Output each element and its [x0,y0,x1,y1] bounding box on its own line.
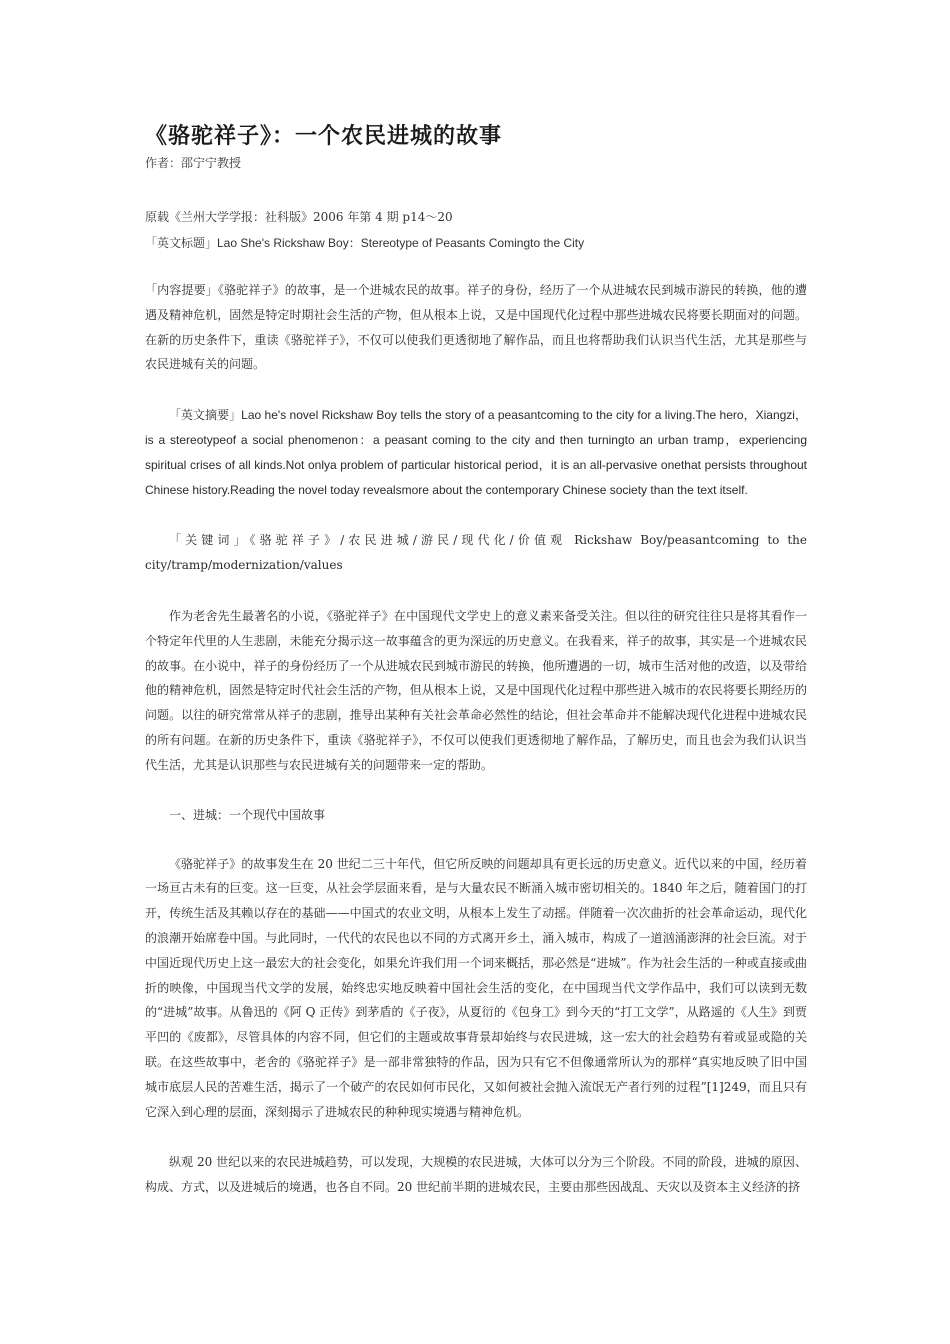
page-title: 《骆驼祥子》：一个农民进城的故事 [145,124,503,149]
paragraph-section1-b: 纵观 20 世纪以来的农民进城趋势，可以发现，大规模的农民进城，大体可以分为三个阶段。不同的阶段，进城的原因、构成、方式，以及进城后的境遇，也各自不同。20 世纪前半期的进城农民，主要由那些因战乱、天灾以及资本主义经济的挤 [145,1155,807,1195]
abstract-chinese: 「内容提要」《骆驼祥子》的故事，是一个进城农民的故事。祥子的身份，经历了一个从进城农民到城市游民的转换，他的遭遇及精神危机，固然是特定时期社会生活的产物，但从根本上说，又是中国现代化过程中那些进城农民将要长期面对的问题。在新的历史条件下，重读《骆驼祥子》，不仅可以使我们更透彻地了解作品，而且也将帮助我们认识当代生活，尤其是那些与农民进城有关的问题。 [145,283,807,372]
author-line: 作者：邵宁宁教授 [145,156,242,170]
paragraph-intro: 作为老舍先生最著名的小说，《骆驼祥子》在中国现代文学史上的意义素来备受关注。但以往的研究往往只是将其看作一个特定年代里的人生悲剧，未能充分揭示这一故事蕴含的更为深远的历史意义。在我看来，祥子的故事，其实是一个进城农民的故事。在小说中，祥子的身份经历了一个从进城农民到城市游民的转换，他所遭遇的一切，城市生活对他的改造，以及带给他的精神危机，固然是特定时代社会生活的产物，但从根本上说，又是中国现代化过程中那些进入城市的农民将要长期经历的问题。以往的研究常常从祥子的悲剧，推导出某种有关社会革命必然性的结论，但社会革命并不能解决现代化进程中进城农民的所有问题。在新的历史条件下，重读《骆驼祥子》，不仅可以使我们更透彻地了解作品，了解历史，而且也会为我们认识当代生活，尤其是认识那些与农民进城有关的问题带来一定的帮助。 [145,608,807,772]
document-page [145,120,807,1226]
source-block [145,204,807,256]
paragraph-section1-a: 《骆驼祥子》的故事发生在 20 世纪二三十年代，但它所反映的问题却具有更长远的历史意义。近代以来的中国，经历着一场亘古未有的巨变。这一巨变，从社会学层面来看，是与大量农民不断涌入城市密切相关的。1840 年之后，随着国门的打开，传统生活及其赖以存在的基础——中国式的农业文明，从根本上发生了动摇。伴随着一次次曲折的社会革命运动，现代化的浪潮开始席卷中国。与此同时，一代代的农民也以不同的方式离开乡土，涌入城市，构成了一道汹涌澎湃的社会巨流。对于中国近现代历史上这一最宏大的社会变化，如果允许我们用一个词来概括，那必然是“进城”。作为社会生活的一种或直接或曲折的映像，中国现当代文学的发展，始终忠实地反映着中国社会生活的变化，在中国现当代文学作品中，我们可以读到无数的“进城”故事。从鲁迅的《阿 Q 正传》到茅盾的《子夜》，从夏衍的《包身工》到今天的“打工文学”，从路遥的《人生》到贾平凹的《废都》，尽管具体的内容不同，但它们的主题或故事背景却始终与农民进城，这一宏大的社会趋势有着或显或隐的关联。在这些故事中，老舍的《骆驼祥子》是一部非常独特的作品，因为只有它不但像通常所认为的那样“真实地反映了旧中国城市底层人民的苦难生活，揭示了一个破产的农民如何市民化，又如何被社会抛入流氓无产者行列的过程”[1]249，而且只有它深入到心理的层面，深刻揭示了进城农民的种种现实境遇与精神危机。 [145,856,807,1119]
abstract-english: 「英文摘要」Lao he's novel Rickshaw Boy tells the story of a peasantcoming to the city for a living.The hero，Xiangzi，is a stereotypeof a social phenomenon：a peasant coming to the city and then turningto an urban tramp，experiencing spiritual crises of all kinds.Not onlya problem of particular historical period，it is an all-pervasive onethat persists throughout Chinese history.Reading the novel today revealsmore about the contemporary Chinese society than the text itself. [145,408,807,497]
source-line: 原载《兰州大学学报：社科版》2006 年第 4 期 p14～20 [145,210,453,224]
english-title-line: 「英文标题」Lao She's Rickshaw Boy：Stereotype of Peasants Comingto the City [145,236,585,250]
keywords: 「关键词」《骆驼祥子》/农民进城/游民/现代化/价值观 Rickshaw Boy/peasantcoming to the city/tramp/modernization/values [145,533,807,573]
section-heading: 一、进城：一个现代中国故事 [169,807,326,822]
